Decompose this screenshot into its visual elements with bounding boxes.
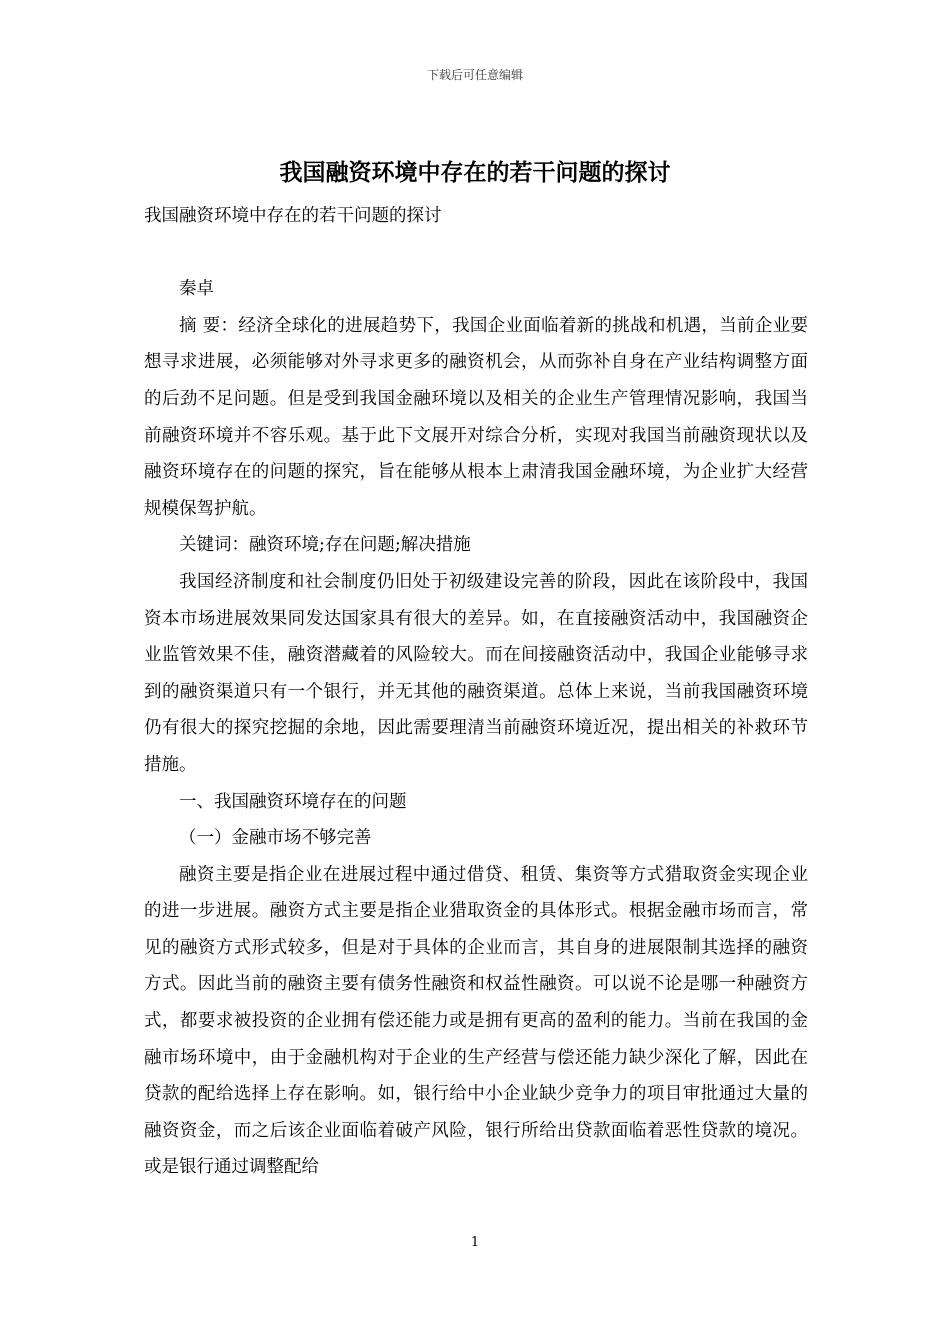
intro-paragraph: 我国经济制度和社会制度仍旧处于初级建设完善的阶段，因此在该阶段中，我国资本市场进展效果同发达国家具有很大的差异。如，在直接融资活动中，我国融资企业监管效果不佳，融资潜藏着的风险较大。而在间接融资活动中，我国企业能够寻求到的融资渠道只有一个银行，并无其他的融资渠道。总体上来说，当前我国融资环境仍有很大的探究挖掘的余地，因此需要理清当前融资环境近况，提出相关的补救环节措施。 (144, 571, 808, 775)
document-subtitle: 我国融资环境中存在的若干问题的探讨 (144, 206, 442, 226)
abstract-paragraph: 摘 要：经济全球化的进展趋势下，我国企业面临着新的挑战和机遇，当前企业要想寻求进展，必须能够对外寻求更多的融资机会，从而弥补自身在产业结构调整方面的后劲不足问题。但是受到我国金融环境以及相关的企业生产管理情况影响，我国当前融资环境并不容乐观。基于此下文展开对综合分析，实现对我国当前融资现状以及融资环境存在的问题的探究，旨在能够从根本上肃清我国金融环境，为企业扩大经营规模保驾护航。 (144, 315, 808, 519)
body-paragraph: 融资主要是指企业在进展过程中通过借贷、租赁、集资等方式猎取资金实现企业的进一步进展。融资方式主要是指企业猎取资金的具体形式。根据金融市场而言，常见的融资方式形式较多，但是对于具体的企业而言，其自身的进展限制其选择的融资方式。因此当前的融资主要有债务性融资和权益性融资。可以说不论是哪一种融资方式，都要求被投资的企业拥有偿还能力或是拥有更高的盈利的能力。当前在我国的金融市场环境中，由于金融机构对于企业的生产经营与偿还能力缺少深化了解，因此在贷款的配给选择上存在影响。如，银行给中小企业缺少竞争力的项目审批通过大量的融资资金，而之后该企业面临着破产风险，银行所给出贷款面临着恶性贷款的境况。或是银行通过调整配给 (144, 864, 808, 1178)
section-heading: 一、我国融资环境存在的问题 (179, 791, 407, 812)
document-body (144, 198, 808, 1186)
header-note: 下载后可任意编辑 (426, 68, 523, 82)
subsection-heading: （一）金融市场不够完善 (179, 828, 372, 849)
blank-line (144, 235, 808, 272)
author-name: 秦卓 (179, 279, 214, 300)
document-title: 我国融资环境中存在的若干问题的探讨 (279, 159, 671, 186)
keywords-line: 关键词：融资环境;存在问题;解决措施 (179, 535, 471, 556)
page-number: 1 (470, 1235, 480, 1250)
